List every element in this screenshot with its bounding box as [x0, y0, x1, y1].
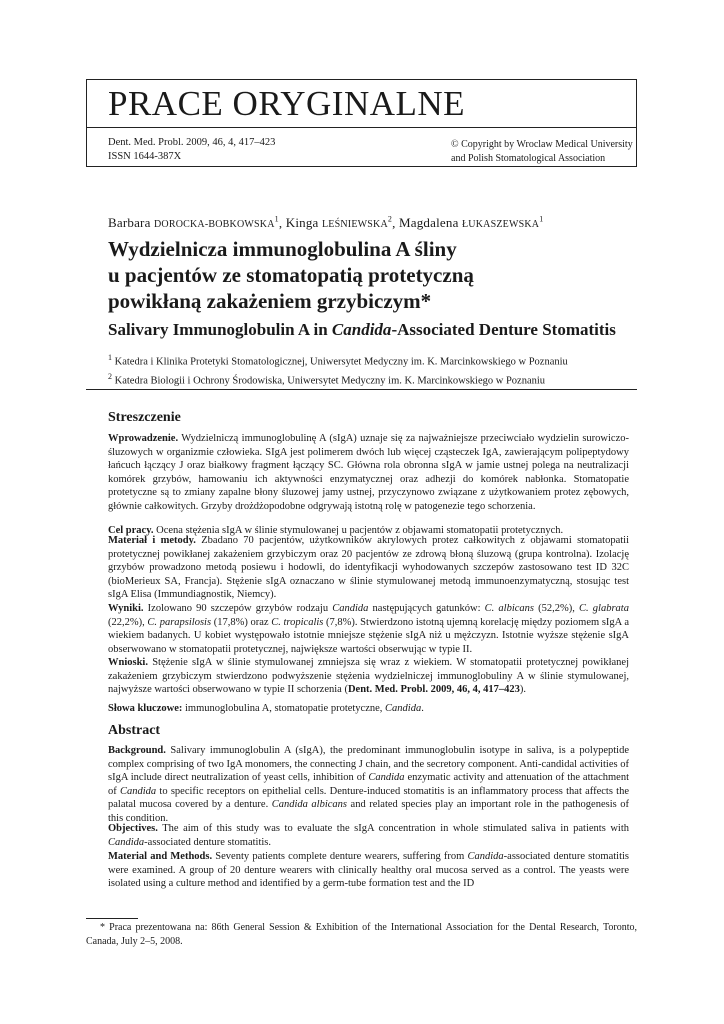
keywords-pl: [108, 702, 629, 716]
objectives-i1: Candida: [108, 836, 145, 848]
citation-info: [108, 136, 275, 164]
keywords-text: immunoglobulina A, stomatopatie protetyczne,: [182, 703, 386, 714]
results-label: Wyniki.: [108, 603, 144, 614]
author-3-last: ŁUKASZEWSKA: [462, 219, 540, 231]
streszczenie-conclusions: [108, 656, 629, 697]
author-2-first: Kinga: [285, 215, 319, 231]
author-3: [399, 215, 543, 230]
author-3-first: Magdalena: [398, 215, 459, 231]
results-i2: C. albicans: [484, 603, 534, 614]
methods-text: Zbadano 70 pacjentów, użytkowników akrylowych protez całkowitych z objawami stomatopatii protetycznej powikłanej zakażeniem grzybiczym oraz 20 pacjentów ze zdrową błoną śluzową (grupa kontrolna). Izolację grzybów prowadzono metodą posiewu i hodowli, do identyfikacji wyhodowanych szczepów zastosowano test ID 32C (bioMerieux SA, Francja). Stężenie sIgA oznaczano w ślinie stymulowanej metodą immunoenzymatyczną, stosując test sIgA Elisa (Immundiagnostik, Niemcy).: [108, 535, 629, 601]
background-i3: Candida albicans: [271, 799, 348, 811]
methods-en-i1: Candida: [467, 851, 504, 862]
aim-label: Cel pracy.: [108, 525, 154, 536]
title-pl-line-3: powikłaną zakażeniem grzybiczym*: [108, 289, 432, 313]
background-t2: enzymatic activity and attenuation of the attachment of: [108, 772, 629, 797]
results-t1: Izolowano 90 szczepów grzybów rodzaju: [147, 603, 333, 614]
streszczenie-results: [108, 602, 629, 656]
title-en-part-1: Salivary Immunoglobulin A in: [108, 320, 332, 339]
issn: ISSN 1644-387X: [108, 151, 182, 162]
author-1-last: DOROCKA-BOBKOWSKA: [154, 219, 275, 231]
background-t4: and related species play an important role in the pathogenesis of this condition.: [108, 799, 629, 824]
section-title: PRACE ORYGINALNE: [108, 84, 466, 123]
copyright-line-2: and Polish Stomatological Association: [451, 153, 606, 164]
intro-text: Wydzielniczą immunoglobulinę A (sIgA) uznaje się za najważniejsze przeciwciało wydzielin surowiczo-śluzowych w organizmie człowieka. SIgA jest polimerem dwóch lub więcej cząsteczek IgA, zawierającym polipeptydowy łańcuch łączący J oraz białkowy fragment łączący SC. Główna rola obronna sIgA w jamie ustnej polega na neutralizacji komórek grzybów, hamowaniu ich aktywności enzymatycznej oraz adhezji do komórek nabłonka. Stomatopatie protetyczne są to zmiany zapalne błony śluzowej jamy ustnej, przyczynowo związane z użytkowaniem protez zębowych, głównie całkowitych. Grzyby drożdżopodobne odgrywają istotną rolę w patogenezie tego schorzenia.: [108, 433, 629, 512]
author-1-sup: 1: [274, 215, 279, 224]
results-i1: Candida: [332, 603, 369, 614]
title-en-italic: Candida: [331, 320, 392, 339]
title-pl-line-1: Wydzielnicza immunoglobulina A śliny: [108, 237, 457, 261]
streszczenie-heading: Streszczenie: [108, 410, 181, 425]
results-t5: (17,8%) oraz: [211, 616, 272, 628]
results-t6: (7,8%). Stwierdzono istotną ujemną korelację między poziomem sIgA a wiekiem badanych. U kobiet występowało istotnie mniejsze stężenie sIgA niż u mężczyzn. Istotnie wyższe stężenie sIgA obserwowano w stomatopatii protetycznej, największe wartości obserwując w typie II.: [108, 616, 629, 655]
affiliation-2: [108, 370, 638, 389]
methods-en-label: Material and Methods.: [108, 851, 213, 862]
title-pl-line-2: u pacjentów ze stomatopatią protetyczną: [108, 263, 474, 287]
conclusions-end: ).: [519, 684, 526, 696]
results-t4: (22,2%),: [108, 616, 148, 628]
methods-en-t2: -associated denture stomatitis were examined. A group of 20 denture wearers with clinically healthy oral mucosa served as a control. The yeasts were isolated using a culture method and identified by a germ-tube formation test and the ID: [108, 851, 630, 890]
author-2-last: LEŚNIEWSKA: [321, 219, 388, 231]
abstract-objectives: [108, 822, 629, 849]
methods-label: Materiał i metody.: [108, 535, 196, 546]
copyright-info: [451, 138, 633, 166]
affiliations: [108, 351, 638, 388]
abstract-methods: [108, 850, 629, 891]
streszczenie-intro: [108, 432, 629, 514]
conclusions-label: Wnioski.: [108, 657, 148, 668]
author-3-sup: 1: [539, 215, 544, 224]
author-1: [108, 215, 279, 230]
keywords-italic: Candida: [385, 703, 422, 714]
aim-text: Ocena stężenia sIgA w ślinie stymulowanej u pacjentów z objawami stomatopatii protetycznych.: [156, 525, 564, 536]
author-2-sup: 2: [387, 215, 393, 224]
background-label: Background.: [108, 745, 166, 756]
copyright-line-1: © Copyright by Wroclaw Medical University: [451, 139, 633, 150]
abstract-background: [108, 744, 629, 826]
authors-line: Barbara DOROCKA-BOBKOWSKA$^1$, Kinga LEŚNIEWSKA$^2$, Magdalena ŁUKASZEWSKA$^1$: [108, 215, 544, 231]
footnote-rule: [86, 918, 138, 919]
background-i1: Candida: [368, 772, 405, 784]
methods-en-t1: Seventy patients complete denture wearers, suffering from: [215, 851, 468, 862]
conclusions-citation: Dent. Med. Probl. 2009, 46, 4, 417–423: [347, 684, 520, 696]
intro-label: Wprowadzenie.: [108, 433, 179, 444]
affiliation-2-text: Katedra Biologii i Ochrony Środowiska, Uniwersytet Medyczny im. K. Marcinkowskiego w Poznaniu: [114, 375, 546, 386]
objectives-t1: The aim of this study was to evaluate the sIgA concentration in whole stimulated saliva in patients with: [162, 823, 629, 834]
divider: [86, 389, 637, 390]
citation-line: Dent. Med. Probl. 2009, 46, 4, 417–423: [108, 137, 276, 148]
results-i4: C. parapsilosis: [147, 616, 212, 628]
title-en-part-2: -Associated Denture Stomatitis: [391, 320, 616, 339]
background-t3: to specific receptors on epithelial cells. Denture-induced stomatitis is an inflammatory process that affects the palatal mucosa covered by a denture.: [108, 785, 629, 811]
author-1-first: Barbara: [108, 215, 151, 231]
affiliation-1: [108, 351, 638, 370]
keywords-end: .: [421, 703, 424, 714]
abstract-heading: Abstract: [108, 723, 161, 738]
objectives-t2: -associated denture stomatitis.: [144, 836, 272, 848]
keywords-label: Słowa kluczowe:: [108, 703, 183, 714]
background-i2: Candida: [120, 785, 157, 797]
affiliation-1-sup: 1: [108, 353, 112, 362]
article-title-polish: [108, 236, 628, 314]
results-i5: C. tropicalis: [271, 616, 324, 628]
streszczenie-methods: [108, 534, 629, 602]
article-title-english: [108, 319, 648, 341]
footnote: * Praca prezentowana na: 86th General Session & Exhibition of the International Association for the Dental Research, Toronto, Canada, July 2–5, 2008.: [86, 922, 637, 947]
author-2: [286, 215, 392, 230]
conclusions-text: Stężenie sIgA w ślinie stymulowanej zmniejsza się wraz z wiekiem. W stomatopatii protetycznej powikłanej zakażeniem grzybiczym stwierdzono podwyższenie stężenia wydzielniczej immunoglobuliny A w ślinie stymulowanej, najwyższe wartości obserwowano w typie II schorzenia (: [108, 657, 629, 696]
results-i3: C. glabrata: [579, 603, 629, 614]
affiliation-1-text: Katedra i Klinika Protetyki Stomatologicznej, Uniwersytet Medyczny im. K. Marcinkowskiego w Poznaniu: [114, 356, 568, 368]
affiliation-2-sup: 2: [108, 371, 112, 381]
results-t2: następujących gatunków:: [368, 603, 485, 614]
objectives-label: Objectives.: [108, 823, 158, 834]
results-t3: (52,2%),: [534, 603, 580, 614]
background-t1: Salivary immunoglobulin A (sIgA), the predominant immunoglobulin isotype in saliva, is a polypeptide complex comprising of two IgA monomers, the connecting J chain, and the secretory component. Anti-candidal activities of sIgA include direct neutralization of yeast cells, inhibition of: [108, 745, 629, 784]
